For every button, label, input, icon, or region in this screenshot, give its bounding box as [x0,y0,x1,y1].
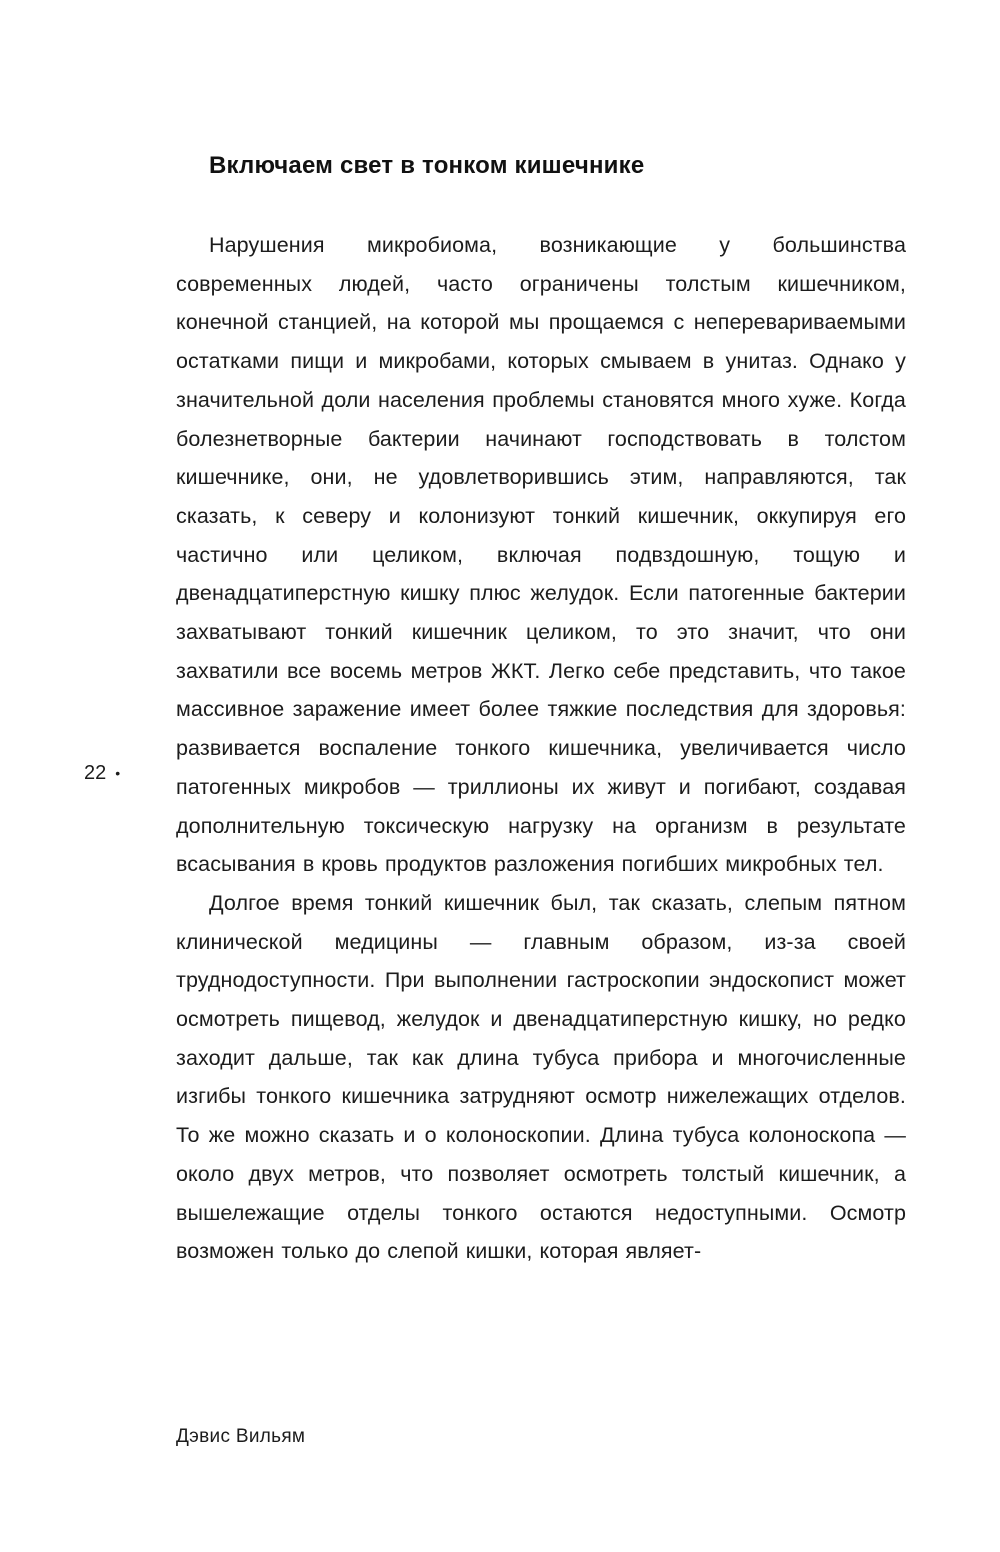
body-paragraph-1: Нарушения микробиома, возникающие у большинства современных людей, часто ограничены толстым кишечником, конечной станцией, на которой мы прощаемся с неперевариваемыми остатками пищи и микробами, которых смываем в унитаз. Однако у значительной доли населения проблемы становятся много хуже. Когда болезнетворные бактерии начинают господствовать в толстом кишечнике, они, не удовлетворившись этим, направляются, так сказать, к северу и колонизуют тонкий кишечник, оккупируя его частично или целиком, включая подвздошную, тощую и двенадцатиперстную кишку плюс желудок. Если патогенные бактерии захватывают тонкий кишечник целиком, то это значит, что они захватили все восемь метров ЖКТ. Легко себе представить, что такое массивное заражение имеет более тяжкие последствия для здоровья: развивается воспаление тонкого кишечника, увеличивается число патогенных микробов — триллионы их живут и погибают, создавая дополнительную токсическую нагрузку на организм в результате всасывания в кровь продуктов разложения погибших микробных тел. [176,233,906,877]
page-number-bullet: • [115,765,121,781]
page-number [84,762,120,785]
text-block [176,152,906,1271]
page-number-value: 22 [84,762,107,784]
footer-author: Дэвис Вильям [176,1426,306,1447]
chapter-heading: Включаем свет в тонком кишечнике [209,152,645,179]
body-paragraph-2: Долгое время тонкий кишечник был, так сказать, слепым пятном клинической медицины — главным образом, из-за своей труднодоступности. При выполнении гастроскопии эндоскопист может осмотреть пищевод, желудок и двенадцатиперстную кишку, но редко заходит дальше, так как длина тубуса прибора и многочисленные изгибы тонкого кишечника затрудняют осмотр нижележащих отделов. То же можно сказать и о колоноскопии. Длина тубуса колоноскопа — около двух метров, что позволяет осмотреть толстый кишечник, а вышележащие отделы тонкого остаются недоступными. Осмотр возможен только до слепой кишки, которая являет- [176,890,906,1264]
